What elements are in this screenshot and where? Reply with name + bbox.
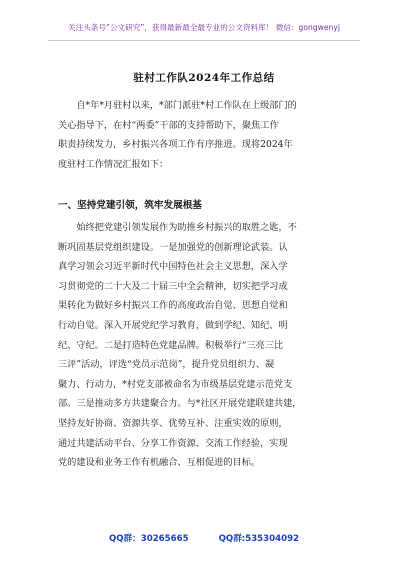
body-line: 部。三是推动多方共建聚合力。与*社区开展党建联建共建， [58, 398, 302, 410]
body-line: 纪、守纪。二是打造特色党建品牌。积极举行“三亮三比 [58, 339, 284, 351]
body-line: 习贯彻党的二十大及二十届三中全会精神，切实把学习成 [58, 280, 288, 292]
body-line: 三评”活动，评选“党员示范岗”，提升党员组织力、凝 [58, 359, 275, 371]
intro-line: 关心指导下，在村“两委”干部的支持帮助下，聚焦工作 [58, 119, 279, 131]
footer-qq-group-2: QQ群:535304092 [218, 534, 300, 544]
body-line: 断巩固基层党组织建设。一是加强党的创新理论武装。认 [58, 241, 288, 253]
body-line: 通过共建活动平台、分享工作资源、交流工作经验，实现 [58, 437, 288, 449]
body-line: 始终把党建引领发展作为助推乡村振兴的取胜之匙，不 [58, 222, 297, 233]
body-line: 坚持友好协商、资源共享、优势互补、注重实效的原则， [58, 417, 288, 429]
body-line: 果转化为做好乡村振兴工作的高度政治自觉、思想自觉和 [58, 300, 288, 312]
document-title: 驻村工作队2024年工作总结 [133, 72, 275, 84]
body-line: 党的建设和业务工作有机融合、互相促进的目标。 [58, 457, 261, 469]
intro-line: 度驻村工作情况汇报如下： [58, 158, 169, 170]
body-line: 聚力、行动力，*村党支部被命名为市级基层党建示范党支 [58, 378, 293, 390]
body-line: 行动自觉。深入开展党纪学习教育，做到学纪、知纪、明 [58, 319, 288, 331]
intro-line: 职责持续发力，乡村振兴各项工作有序推进。现将2024年 [58, 139, 293, 151]
footer-contacts [0, 532, 408, 544]
section-body-paragraph [58, 218, 354, 473]
footer-qq-group-1: QQ群：30265665 [108, 534, 189, 544]
body-line: 真学习领会习近平新时代中国特色社会主义思想，深入学 [58, 261, 288, 273]
section-heading: 一、坚持党建引领，筑牢发展根基 [58, 200, 202, 211]
intro-paragraph [58, 96, 354, 174]
header-banner: 关注头条号“公文研究”，获得最新最全最专业的公文资料库！ 微信：gongwenyj [68, 23, 340, 32]
intro-line: 自*年*月驻村以来，*部门派驻*村工作队在上级部门的 [58, 100, 297, 111]
header-divider [48, 40, 360, 41]
